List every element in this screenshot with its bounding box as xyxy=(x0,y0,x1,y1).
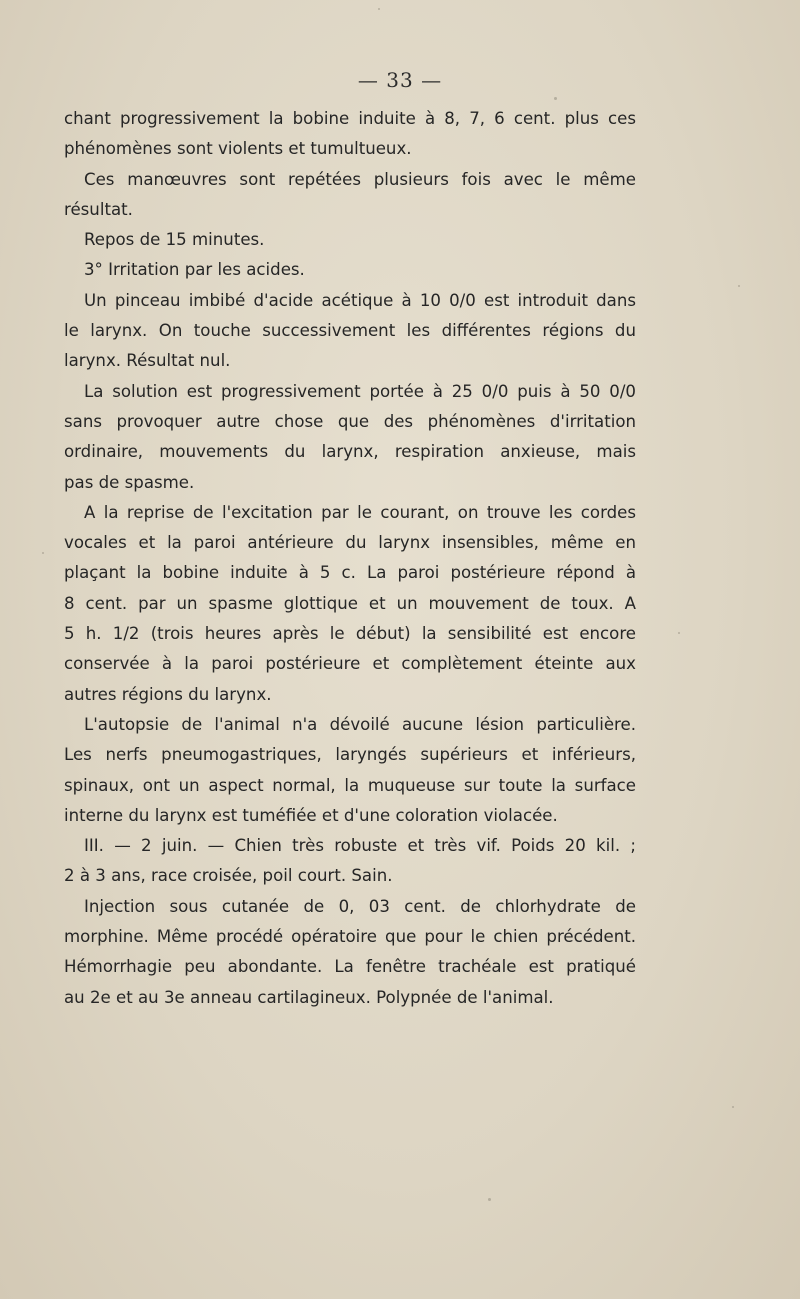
text-line: 3° Irritation par les acides. xyxy=(84,260,305,280)
text-line: morphine. Même procédé opératoire que pour le chien précédent. xyxy=(64,927,636,947)
text-line: chant progressivement la bobine induite à 8, 7, 6 cent. plus ces xyxy=(64,109,636,128)
text-line: 2 à 3 ans, race croisée, poil court. Sain. xyxy=(64,866,393,886)
page-number: — 33 — xyxy=(357,68,443,92)
paper-speck xyxy=(554,97,557,100)
text-line: vocales et la paroi antérieure du larynx insensibles, même en xyxy=(64,533,636,553)
text-line: plaçant la bobine induite à 5 c. La paroi postérieure répond à xyxy=(64,563,636,583)
text-line: III. — 2 juin. — Chien très robuste et très vif. Poids 20 kil. ; xyxy=(84,836,636,856)
text-line: résultat. xyxy=(64,199,133,219)
text-line: Injection sous cutanée de 0, 03 cent. de chlorhydrate de xyxy=(84,896,636,916)
text-line: A la reprise de l'excitation par le courant, on trouve les cordes xyxy=(84,502,636,522)
text-line: sans provoquer autre chose que des phénomènes d'irritation xyxy=(64,411,636,431)
body-text xyxy=(64,104,636,1013)
text-line: autres régions du larynx. xyxy=(64,684,272,704)
text-line: Un pinceau imbibé d'acide acétique à 10 0/0 est introduit dans xyxy=(84,290,636,310)
text-line: Repos de 15 minutes. xyxy=(84,230,265,250)
text-line: pas de spasme. xyxy=(64,472,195,492)
paper-speck xyxy=(42,552,44,554)
text-line: spinaux, ont un aspect normal, la muqueuse sur toute la surface xyxy=(64,775,636,795)
text-line: Hémorrhagie peu abondante. La fenêtre trachéale est pratiqué xyxy=(64,957,636,977)
text-line: La solution est progressivement portée à 25 0/0 puis à 50 0/0 xyxy=(84,381,636,401)
text-line: au 2e et au 3e anneau cartilagineux. Polypnée de l'animal. xyxy=(64,987,554,1007)
text-line: 8 cent. par un spasme glottique et un mouvement de toux. A xyxy=(64,593,636,613)
paper-speck xyxy=(738,285,740,287)
paper-speck xyxy=(732,1106,734,1108)
text-line: conservée à la paroi postérieure et complètement éteinte aux xyxy=(64,654,636,674)
paper-speck xyxy=(488,1198,491,1201)
text-line: le larynx. On touche successivement les différentes régions du xyxy=(64,321,636,341)
text-line: Les nerfs pneumogastriques, laryngés supérieurs et inférieurs, xyxy=(64,745,636,765)
paper-speck xyxy=(378,8,380,10)
text-line: phénomènes sont violents et tumultueux. xyxy=(64,139,412,159)
text-line: interne du larynx est tuméfiée et d'une coloration violacée. xyxy=(64,805,558,825)
text-line: 5 h. 1/2 (trois heures après le début) la sensibilité est encore xyxy=(64,624,636,644)
paper-speck xyxy=(678,632,680,634)
text-line: larynx. Résultat nul. xyxy=(64,351,231,371)
text-line: ordinaire, mouvements du larynx, respiration anxieuse, mais xyxy=(64,442,636,462)
text-line: L'autopsie de l'animal n'a dévoilé aucune lésion particulière. xyxy=(84,714,636,734)
text-line: Ces manœuvres sont repétées plusieurs fois avec le même xyxy=(84,169,636,189)
